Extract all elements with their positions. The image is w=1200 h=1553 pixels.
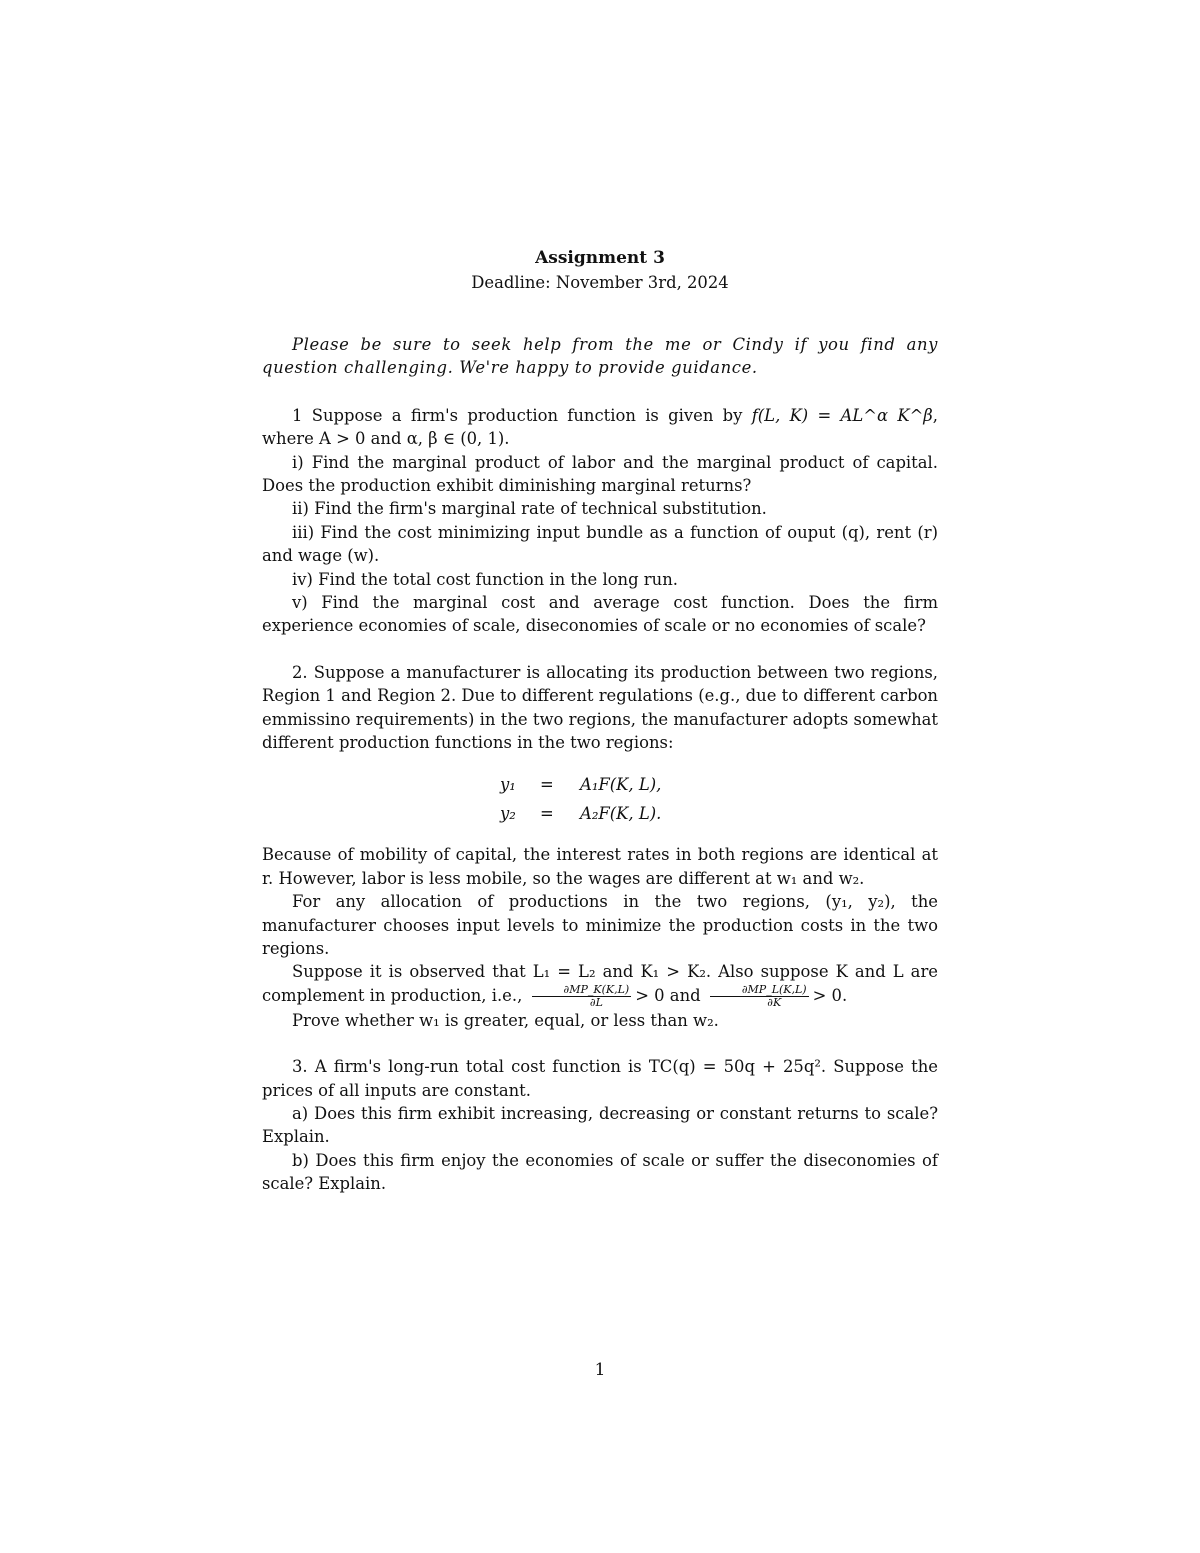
eq1-sign: =	[540, 774, 554, 794]
question-2	[262, 661, 938, 1032]
fraction-mpk	[532, 984, 632, 1009]
q1-part-iv: iv) Find the total cost function in the long run.	[292, 569, 678, 589]
q1-intro-cond: , where A > 0 and α, β ∈ (0, 1).	[262, 405, 938, 449]
q2-para-2: For any allocation of productions in the two regions, (y₁, y₂), the manufacturer chooses input levels to minimize the production costs in the two regions.	[262, 892, 938, 958]
page-number: 1	[594, 1360, 606, 1380]
fraction-mpl	[710, 984, 809, 1009]
q2-para-3-and: > 0 and	[635, 985, 701, 1005]
eq2-sign: =	[540, 803, 554, 823]
q2-intro: 2. Suppose a manufacturer is allocating its production between two regions, Region 1 and Region 2. Due to different regulations (e.g., due to different carbon emmissino requirements) in the two regions, the manufacturer adopts somewhat different production functions in the two regions:	[262, 662, 938, 753]
q3-part-a: a) Does this firm exhibit increasing, decreasing or constant returns to scale? Explain.	[262, 1103, 938, 1147]
q1-part-ii: ii) Find the firm's marginal rate of technical substitution.	[292, 499, 767, 519]
eq1-lhs: y₁	[500, 774, 516, 794]
q1-intro	[262, 404, 938, 451]
q3-part-b: b) Does this firm enjoy the economies of scale or suffer the diseconomies of scale? Explain.	[262, 1150, 938, 1194]
help-note: Please be sure to seek help from the me or Cindy if you find any question challenging. We're happy to provide guidance.	[262, 335, 938, 378]
fraction-mpk-num: ∂MP_K(K,L)	[532, 984, 632, 997]
question-1	[262, 404, 938, 638]
q1-part-v: v) Find the marginal cost and average cost function. Does the firm experience economies of scale, diseconomies of scale or no economies of scale?	[262, 593, 938, 636]
eq2-lhs: y₂	[500, 803, 516, 823]
q2-para-3-end: > 0.	[812, 985, 848, 1005]
eq1-rhs: A₁F(K, L),	[580, 774, 662, 794]
deadline: Deadline: November 3rd, 2024	[471, 273, 729, 292]
question-3	[262, 1055, 938, 1195]
q3-intro: 3. A firm's long-run total cost function is TC(q) = 50q + 25q². Suppose the prices of all inputs are constant.	[262, 1057, 938, 1100]
q2-para-3	[262, 960, 938, 1008]
q1-formula: f(L, K) = AL^α K^β	[751, 405, 933, 425]
q2-para-3-text: Suppose it is observed that L₁ = L₂ and K₁ > K₂. Also suppose K and L are complement in production, i.e.,	[262, 962, 938, 1005]
document-page	[262, 245, 938, 1196]
q2-equations	[500, 773, 700, 826]
q2-para-4: Prove whether w₁ is greater, equal, or less than w₂.	[292, 1010, 719, 1030]
q1-intro-text: 1 Suppose a firm's production function is given by	[292, 405, 752, 425]
q2-para-1: Because of mobility of capital, the interest rates in both regions are identical at r. However, labor is less mobile, so the wages are different at w₁ and w₂.	[262, 845, 938, 888]
page-title: Assignment 3	[535, 248, 665, 268]
q1-part-iii: iii) Find the cost minimizing input bundle as a function of ouput (q), rent (r) and wage (w).	[262, 522, 938, 566]
fraction-mpk-den: ∂L	[589, 995, 603, 1009]
fraction-mpl-num: ∂MP_L(K,L)	[710, 984, 809, 997]
q1-part-i: i) Find the marginal product of labor and the marginal product of capital. Does the production exhibit diminishing marginal returns?	[262, 452, 938, 496]
fraction-mpl-den: ∂K	[767, 995, 782, 1009]
eq2-rhs: A₂F(K, L).	[580, 803, 662, 823]
